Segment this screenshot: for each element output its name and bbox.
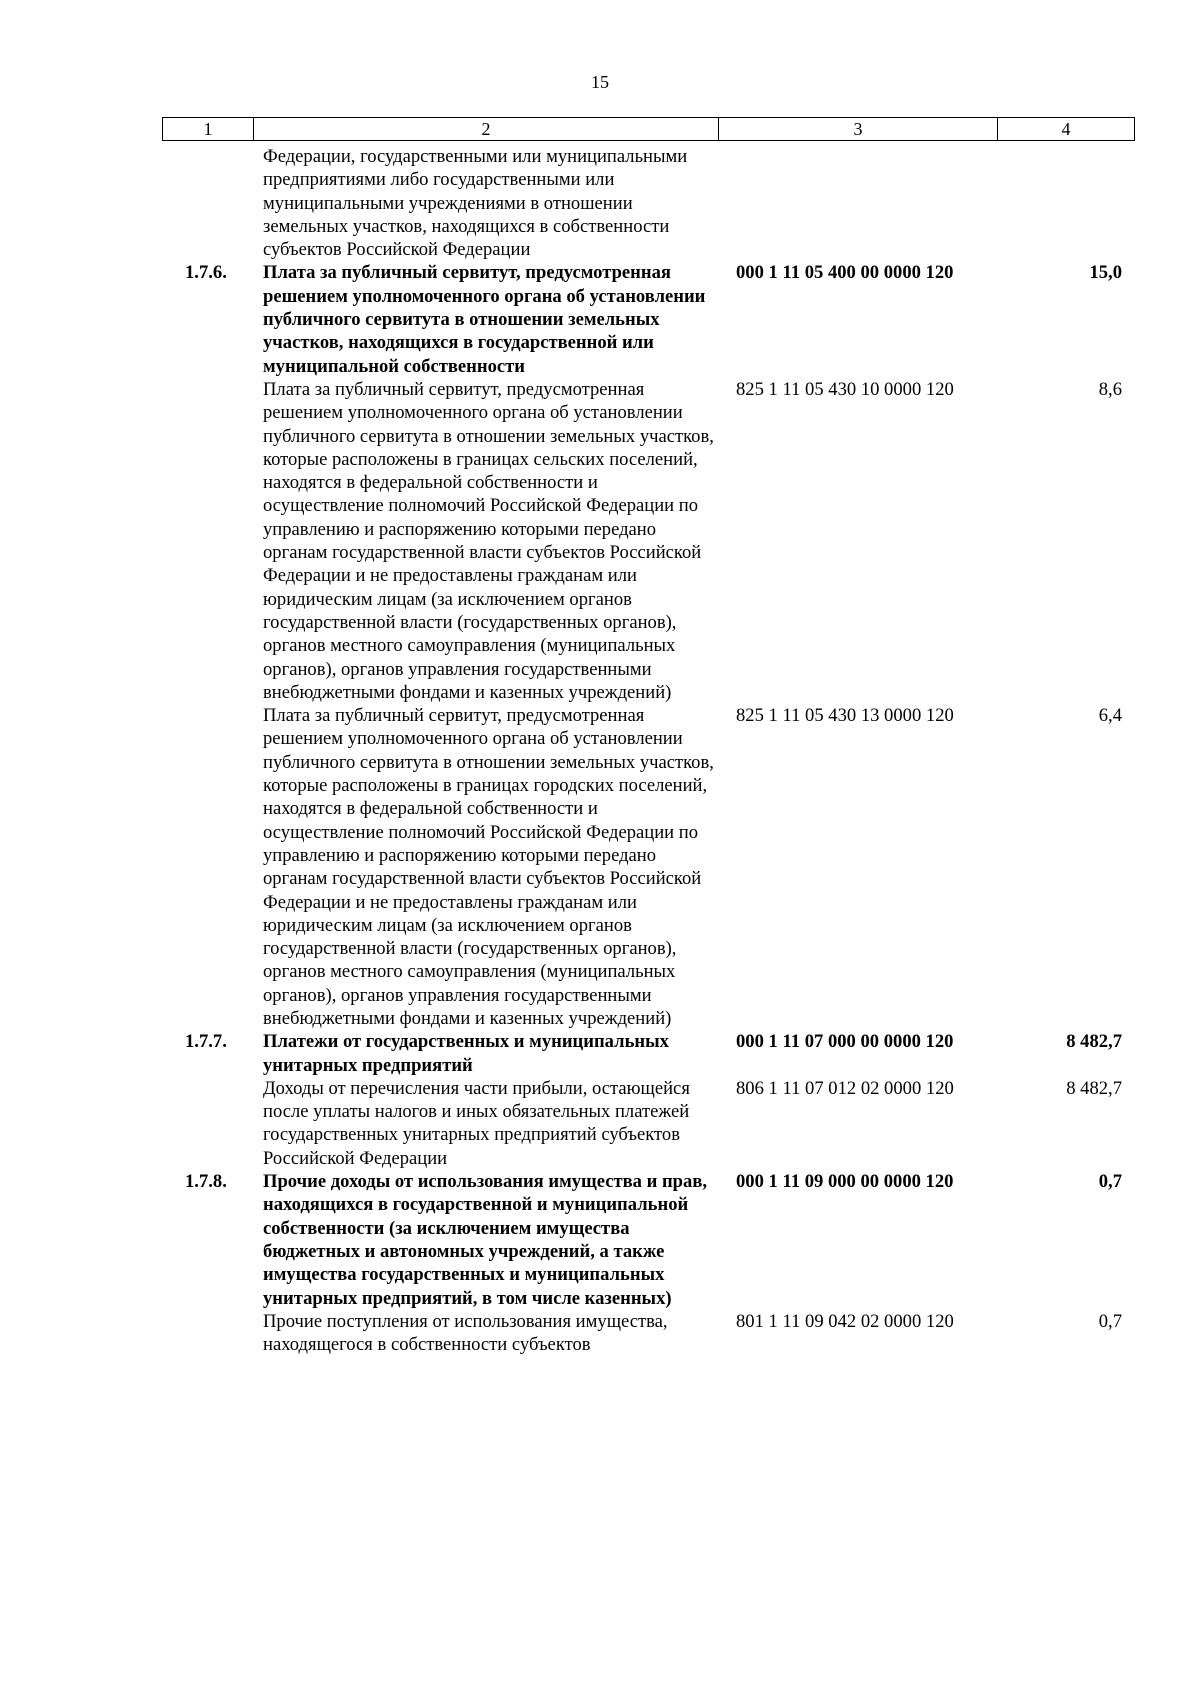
row-name: Плата за публичный сервитут, предусмотренная решением уполномоченного органа об установлении публичного сервитута в отношении земельных участков, которые расположены в границах городских поселений, находятся в федеральной собственности и осуществление полномочий Российской Федерации по управлению и распоряжению которыми передано органам государственной власти субъектов Российской Федерации и не предоставлены гражданам или юридическим лицам (за исключением органов государственной власти (государственных органов), органов местного самоуправления (муниципальных органов), органов управления государственными внебюджетными фондами и казенных учреждений) bbox=[263, 705, 714, 1029]
row-amount: 0,7 bbox=[1098, 1310, 1122, 1332]
page-number: 15 bbox=[591, 72, 609, 92]
row-name: Прочие доходы от использования имущества и прав, находящихся в государственной и муниципальной собственности (за исключением имущества бюджетных и автономных учреждений, а также имущества государственных и муниципальных унитарных предприятий, в том числе казенных) bbox=[263, 1171, 708, 1309]
row-amount: 8,6 bbox=[1098, 378, 1122, 400]
table-row bbox=[0, 1077, 1200, 1170]
row-code: 825 1 11 05 430 13 0000 120 bbox=[736, 705, 954, 727]
row-name: Плата за публичный сервитут, предусмотренная решением уполномоченного органа об установлении публичного сервитута в отношении земельных участков, которые расположены в границах сельских поселений, находятся в федеральной собственности и осуществление полномочий Российской Федерации по управлению и распоряжению которыми передано органам государственной власти субъектов Российской Федерации и не предоставлены гражданам или юридическим лицам (за исключением органов государственной власти (государственных органов), органов местного самоуправления (муниципальных органов), органов управления государственными внебюджетными фондами и казенных учреждений) bbox=[263, 378, 714, 703]
table-row bbox=[0, 261, 1200, 377]
header-col-4: 4 bbox=[998, 118, 1135, 141]
row-code: 000 1 11 09 000 00 0000 120 bbox=[736, 1171, 954, 1193]
row-number: 1.7.7. bbox=[185, 1031, 227, 1053]
row-code: 806 1 11 07 012 02 0000 120 bbox=[736, 1077, 954, 1099]
row-amount: 15,0 bbox=[1089, 262, 1122, 284]
table-header bbox=[162, 117, 1135, 141]
row-number: 1.7.6. bbox=[185, 262, 227, 284]
row-name: Доходы от перечисления части прибыли, остающейся после уплаты налогов и иных обязательных платежей государственных унитарных предприятий субъектов Российской Федерации bbox=[263, 1077, 690, 1169]
header-col-2: 2 bbox=[254, 118, 719, 141]
row-code: 000 1 11 07 000 00 0000 120 bbox=[736, 1031, 954, 1053]
table-row bbox=[0, 1030, 1200, 1077]
row-amount: 8 482,7 bbox=[1066, 1077, 1122, 1099]
row-amount: 0,7 bbox=[1098, 1171, 1122, 1193]
row-name: Прочие поступления от использования имущества, находящегося в собственности субъектов bbox=[263, 1310, 668, 1356]
row-code: 825 1 11 05 430 10 0000 120 bbox=[736, 378, 954, 400]
row-number: 1.7.8. bbox=[185, 1171, 227, 1193]
header-col-1: 1 bbox=[163, 118, 254, 141]
row-name: Платежи от государственных и муниципальных унитарных предприятий bbox=[263, 1031, 669, 1076]
row-name: Плата за публичный сервитут, предусмотренная решением уполномоченного органа об установлении публичного сервитута в отношении земельных участков, находящихся в государственной или муниципальной собственности bbox=[263, 262, 706, 377]
table-row bbox=[0, 378, 1200, 704]
row-name: Федерации, государственными или муниципальными предприятиями либо государственными или муниципальными учреждениями в отношении земельных участков, находящихся в собственности субъектов Российской Федерации bbox=[263, 146, 688, 261]
row-amount: 6,4 bbox=[1098, 705, 1122, 727]
table-body bbox=[0, 145, 1200, 1356]
table-row bbox=[0, 1310, 1200, 1357]
header-col-3: 3 bbox=[719, 118, 998, 141]
table-row bbox=[0, 145, 1200, 261]
row-code: 000 1 11 05 400 00 0000 120 bbox=[736, 262, 954, 284]
row-amount: 8 482,7 bbox=[1066, 1031, 1122, 1053]
table-row bbox=[0, 704, 1200, 1030]
table-row bbox=[0, 1170, 1200, 1310]
row-code: 801 1 11 09 042 02 0000 120 bbox=[736, 1310, 954, 1332]
